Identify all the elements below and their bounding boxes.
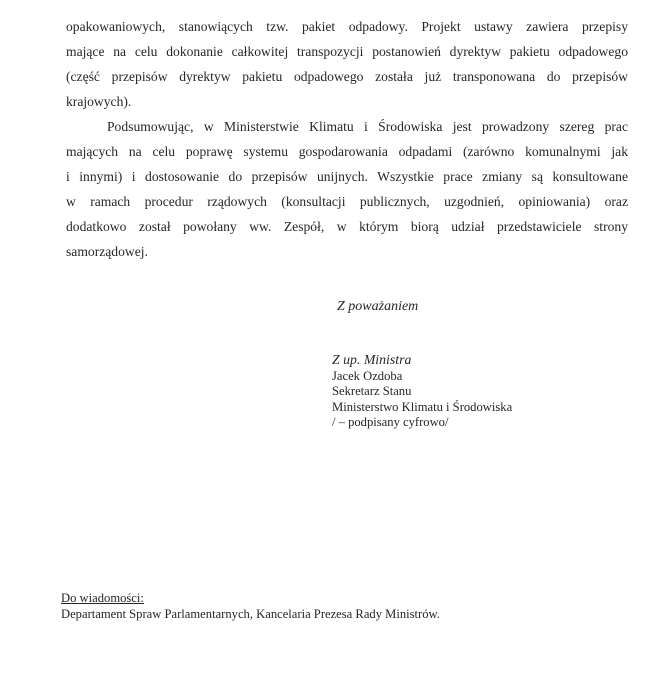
body-line: opakowaniowych, stanowiących tzw. pakiet odpadowy. Projekt ustawy zawiera przepisy	[66, 19, 628, 34]
closing-text: Z poważaniem	[337, 299, 419, 314]
body-line: mające na celu dokonanie całkowitej transpozycji postanowień dyrektyw pakietu odpadowego	[66, 44, 628, 59]
body-paragraph-2	[66, 114, 628, 264]
body-paragraph-1	[66, 14, 628, 114]
body-line: (część przepisów dyrektyw pakietu odpadowego została już transponowana do przepisów	[66, 69, 628, 84]
body-line: Podsumowując, w Ministerstwie Klimatu i Środowiska jest prowadzony szereg prac	[107, 119, 628, 134]
body-line: i innymi) i dostosowanie do przepisów unijnych. Wszystkie prace zmiany są konsultowane	[66, 169, 628, 184]
body-line: krajowych).	[66, 94, 132, 109]
signature-title: Sekretarz Stanu	[332, 384, 412, 399]
signature-organization: Ministerstwo Klimatu i Środowiska	[332, 399, 513, 414]
signature-block	[332, 352, 512, 430]
cc-recipients: Departament Spraw Parlamentarnych, Kancelaria Prezesa Rady Ministrów.	[61, 607, 440, 621]
letter-body	[66, 14, 628, 264]
body-line: dodatkowo został powołany ww. Zespół, w którym biorą udział przedstawiciele strony	[66, 219, 628, 234]
signature-authorization: Z up. Ministra	[332, 352, 412, 367]
signature-digital-note: / – podpisany cyfrowo/	[332, 414, 449, 429]
cc-section	[61, 590, 440, 622]
signature-name: Jacek Ozdoba	[332, 369, 403, 384]
cc-label: Do wiadomości:	[61, 591, 144, 605]
body-line: samorządowej.	[66, 244, 148, 259]
body-line: mających na celu poprawę systemu gospodarowania odpadami (zarówno komunalnymi jak	[66, 144, 628, 159]
body-line: w ramach procedur rządowych (konsultacji publicznych, uzgodnień, opiniowania) oraz	[66, 194, 628, 209]
